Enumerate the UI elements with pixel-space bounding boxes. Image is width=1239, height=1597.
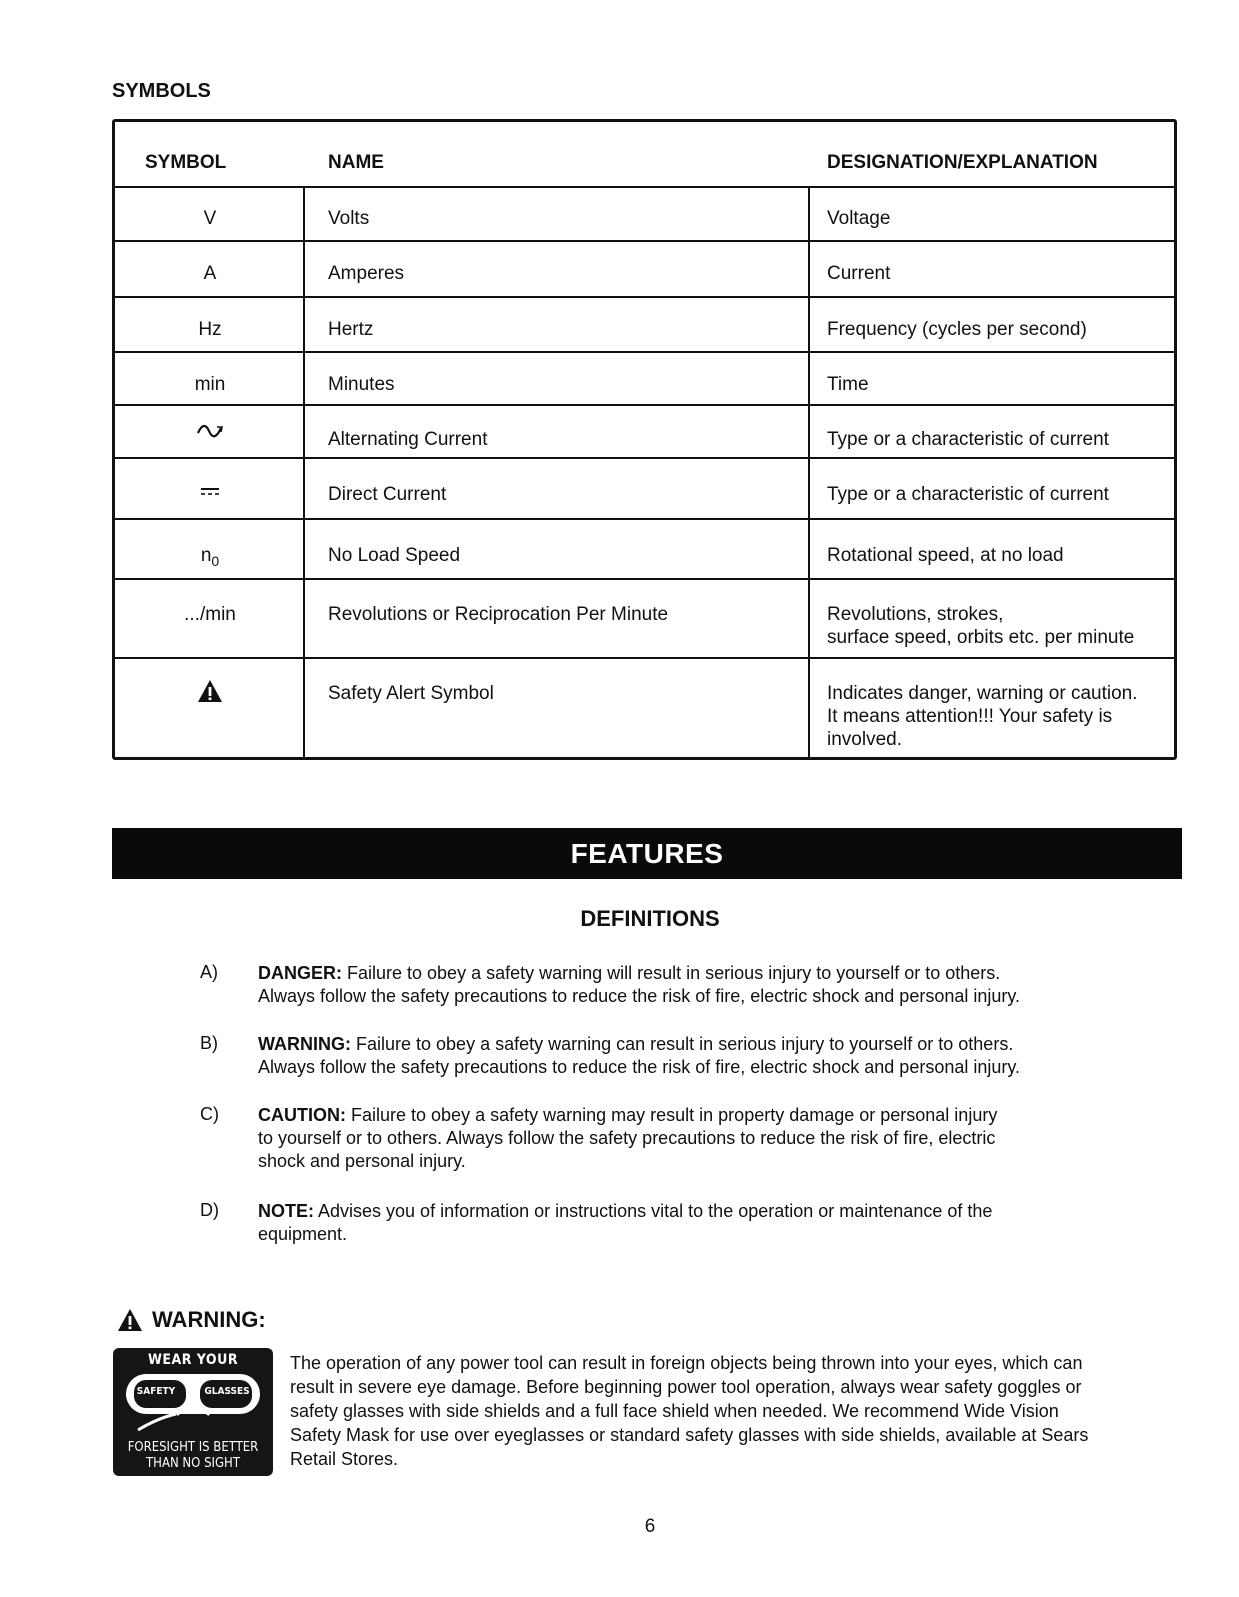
name-direct-current: Direct Current: [328, 484, 447, 505]
symbol-minutes: min: [194, 374, 226, 395]
symbol-hertz: Hz: [198, 319, 222, 340]
safety-alert-icon: [116, 1307, 144, 1333]
definition-note: NOTE: Advises you of information or instructions vital to the operation or maintenance of the equipment.: [258, 1201, 993, 1244]
designation-minutes: Time: [827, 374, 869, 395]
warning-body: The operation of any power tool can result in foreign objects being thrown into your eyes, which can result in severe eye damage. Before beginning power tool operation, always wear safety goggles or safety glasses with side shields and a full face shield when needed. We recommend Wide Vision Safety Mask for use over eyeglasses or standard safety glasses with side shields, available at Sears Retail Stores.: [290, 1353, 1089, 1469]
warning-label: WARNING:: [116, 1307, 266, 1333]
designation-no-load-speed: Rotational speed, at no load: [827, 545, 1064, 566]
name-hertz: Hertz: [328, 319, 374, 340]
column-header-name: NAME: [328, 152, 384, 173]
designation-hertz: Frequency (cycles per second): [827, 319, 1087, 340]
wear-safety-glasses-badge: WEAR YOUR SAFETY GLASSES FORESIGHT IS BETTER THAN NO SIGHT: [113, 1348, 273, 1476]
designation-amperes: Current: [827, 263, 891, 284]
features-banner: [112, 828, 1182, 879]
features-title: FEATURES: [570, 837, 724, 869]
symbols-table: [112, 119, 1177, 760]
definition-letter-d: D): [200, 1200, 219, 1220]
definition-caution: CAUTION: Failure to obey a safety warning may result in property damage or personal injury to yourself or to others. Always follow the safety precautions to reduce the risk of fire, electric shock and personal injury.: [258, 1105, 998, 1171]
symbol-volts: V: [203, 208, 217, 229]
name-amperes: Amperes: [328, 263, 405, 284]
dc-lines-icon: [115, 481, 305, 504]
ac-wave-icon: [115, 422, 305, 446]
definition-letter-c: C): [200, 1104, 219, 1124]
symbol-per-minute: .../min: [184, 604, 236, 625]
symbol-amperes: A: [203, 263, 217, 284]
page-number: 6: [644, 1516, 656, 1537]
safety-goggles-icon: [118, 1370, 268, 1436]
name-safety-alert: Safety Alert Symbol: [328, 683, 494, 704]
name-alternating-current: Alternating Current: [328, 429, 488, 450]
designation-alternating-current: Type or a characteristic of current: [827, 429, 1109, 450]
definition-warning: WARNING: Failure to obey a safety warning can result in serious injury to yourself or to others. Always follow the safety precautions to reduce the risk of fire, electric shock and personal injury.: [258, 1034, 1021, 1077]
safety-alert-icon: [115, 678, 305, 710]
name-minutes: Minutes: [328, 374, 395, 395]
name-per-minute: Revolutions or Reciprocation Per Minute: [328, 604, 669, 625]
column-header-symbol: SYMBOL: [145, 152, 227, 173]
column-header-designation: DESIGNATION/EXPLANATION: [827, 152, 1098, 173]
name-volts: Volts: [328, 208, 370, 229]
symbols-heading: SYMBOLS: [112, 80, 211, 102]
definition-letter-a: A): [200, 962, 218, 982]
designation-volts: Voltage: [827, 208, 891, 229]
definition-letter-b: B): [200, 1033, 218, 1053]
definition-danger: DANGER: Failure to obey a safety warning will result in serious injury to yourself or to others. Always follow the safety precautions to reduce the risk of fire, electric shock and personal injury.: [258, 963, 1021, 1006]
symbol-no-load-speed: $n_0$: [200, 545, 220, 569]
designation-direct-current: Type or a characteristic of current: [827, 484, 1109, 505]
definitions-title: DEFINITIONS: [580, 906, 720, 931]
name-no-load-speed: No Load Speed: [328, 545, 461, 566]
designation-safety-alert: Indicates danger, warning or caution. It means attention!!! Your safety is involved.: [827, 683, 1138, 750]
designation-per-minute: Revolutions, strokes, surface speed, orbits etc. per minute: [827, 604, 1135, 648]
